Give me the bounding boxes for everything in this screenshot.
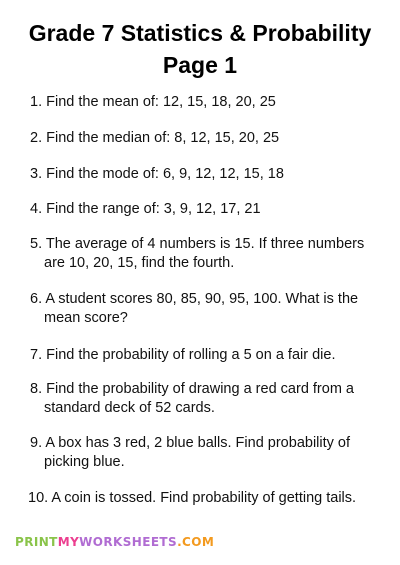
page-title: Grade 7 Statistics & Probability [28,20,372,46]
question-1-text: 1. Find the mean of: 12, 15, 18, 20, 25 [30,94,276,110]
question-2-text: 2. Find the median of: 8, 12, 15, 20, 25 [30,130,280,146]
question-4 [30,200,380,219]
question-5-text: 5. The average of 4 numbers is 15. If three numbers [30,236,365,252]
brand-part-worksheets: WORKSHEETS [79,535,178,549]
question-8-text: 8. Find the probability of drawing a red card from a [30,381,354,397]
question-9-text-continued: picking blue. [44,454,125,470]
question-6-text: 6. A student scores 80, 85, 90, 95, 100. What is the [30,291,359,307]
question-10 [28,489,378,508]
question-5 [30,235,380,273]
brand-part-com: .COM [177,535,215,549]
brand-part-my: MY [57,535,80,549]
question-5-text-continued: are 10, 20, 15, find the fourth. [44,255,235,271]
page-subtitle: Page 1 [162,52,238,78]
question-3-text: 3. Find the mode of: 6, 9, 12, 12, 15, 18 [30,166,284,182]
question-6 [30,290,380,328]
question-2 [30,129,380,148]
question-9 [30,434,380,472]
brand-part-print: PRINT [15,535,58,549]
question-10-text: 10. A coin is tossed. Find probability of getting tails. [28,490,357,506]
question-8-text-continued: standard deck of 52 cards. [44,400,215,416]
question-7-text: 7. Find the probability of rolling a 5 on a fair die. [30,347,336,363]
question-6-text-continued: mean score? [44,310,128,326]
question-4-text: 4. Find the range of: 3, 9, 12, 17, 21 [30,201,261,217]
question-8 [30,380,380,418]
brand-logo [15,532,214,552]
question-3 [30,165,380,184]
question-1 [30,93,380,112]
question-7 [30,346,380,365]
question-9-text: 9. A box has 3 red, 2 blue balls. Find probability of [30,435,351,451]
